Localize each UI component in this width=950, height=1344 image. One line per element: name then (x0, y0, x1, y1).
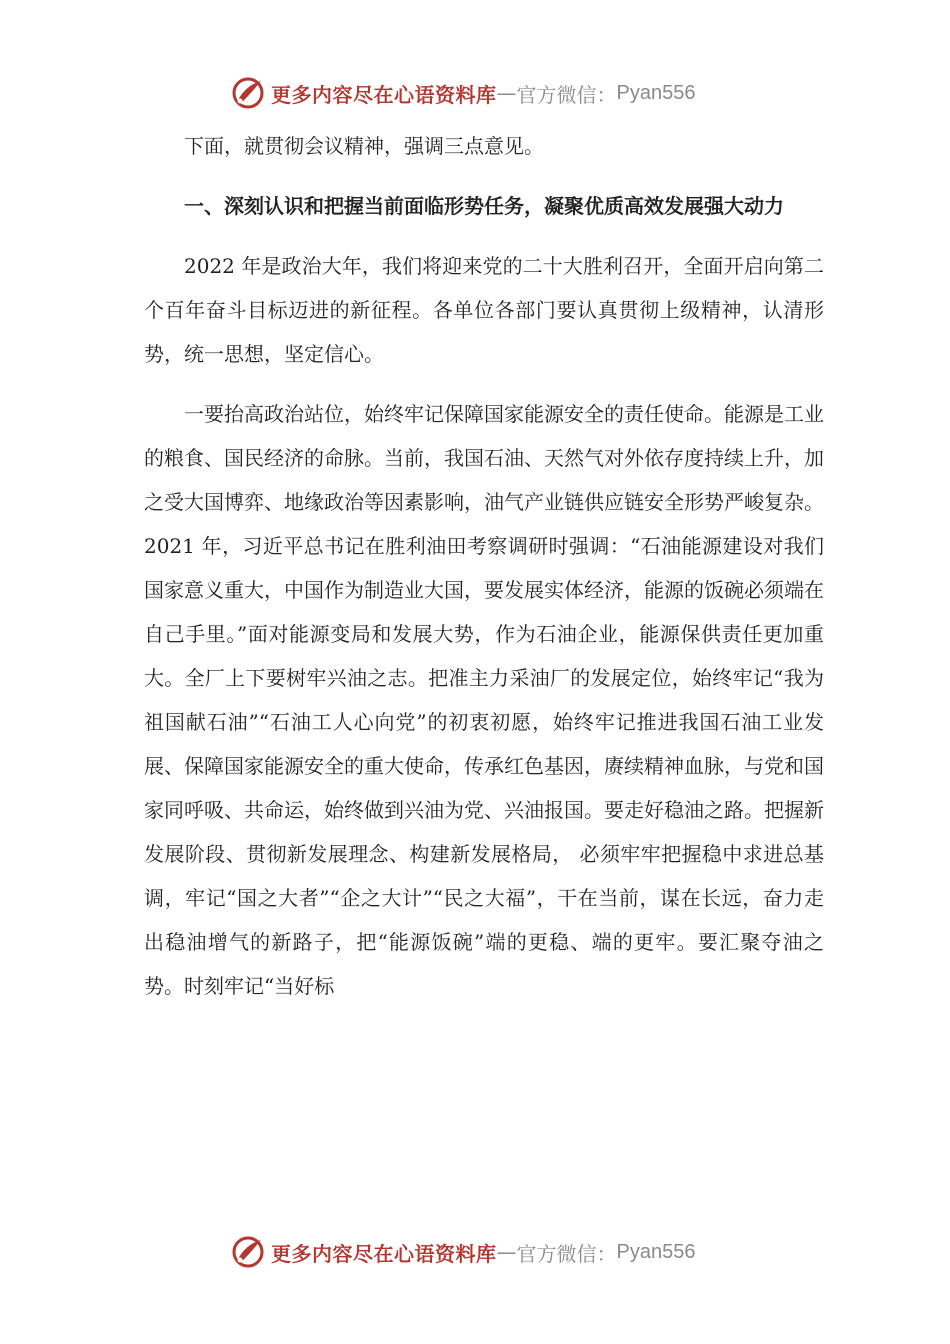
body-paragraph: 2022 年是政治大年，我们将迎来党的二十大胜利召开，全面开启向第二个百年奋斗目标迈进的新征程。各单位各部门要认真贯彻上级精神，认清形势，统一思想，坚定信心。 (144, 254, 824, 366)
intro-paragraph: 下面，就贯彻会议精神，强调三点意见。 (184, 134, 544, 158)
section-heading: 一、深刻认识和把握当前面临形势任务，凝聚优质高效发展强大动力 (184, 194, 784, 218)
watermark-sub-text: 官方微信： (516, 1241, 617, 1266)
pen-nib-logo-icon (231, 1235, 265, 1269)
pen-nib-logo-icon (231, 76, 265, 110)
watermark-footer (231, 1234, 695, 1270)
watermark-main-text: 更多内容尽在心语资料库 (271, 1241, 497, 1266)
watermark-main-text: 更多内容尽在心语资料库 (271, 82, 497, 107)
watermark-wechat-id: Pyan556 (616, 1240, 696, 1263)
watermark-header (231, 75, 695, 111)
watermark-dash: — (496, 1240, 517, 1264)
watermark-sub-text: 官方微信： (516, 82, 617, 107)
body-paragraph: 一要抬高政治站位，始终牢记保障国家能源安全的责任使命。能源是工业的粮食、国民经济的命脉。当前，我国石油、天然气对外依存度持续上升，加之受大国博弈、地缘政治等因素影响，油气产业链供应链安全形势严峻复杂。2021 年，习近平总书记在胜利油田考察调研时强调：“石油能源建设对我们国家意义重大，中国作为制造业大国，要发展实体经济，能源的饭碗必须端在自己手里。”面对能源变局和发展大势，作为石油企业，能源保供责任更加重大。全厂上下要树牢兴油之志。把准主力采油厂的发展定位，始终牢记“我为祖国献石油”“石油工人心向党”的初衷初愿，始终牢记推进我国石油工业发展、保障国家能源安全的重大使命，传承红色基因，赓续精神血脉，与党和国家同呼吸、共命运，始终做到兴油为党、兴油报国。要走好稳油之路。把握新发展阶段、贯彻新发展理念、构建新发展格局， 必须牢牢把握稳中求进总基调，牢记“国之大者”“企之大计”“民之大福”，干在当前，谋在长远，奋力走出稳油增气的新路子，把“能源饭碗”端的更稳、端的更牢。要汇聚夺油之势。时刻牢记“当好标 (144, 402, 824, 998)
document-body (144, 124, 824, 1008)
watermark-wechat-id: Pyan556 (616, 81, 696, 104)
watermark-dash: — (496, 81, 517, 105)
